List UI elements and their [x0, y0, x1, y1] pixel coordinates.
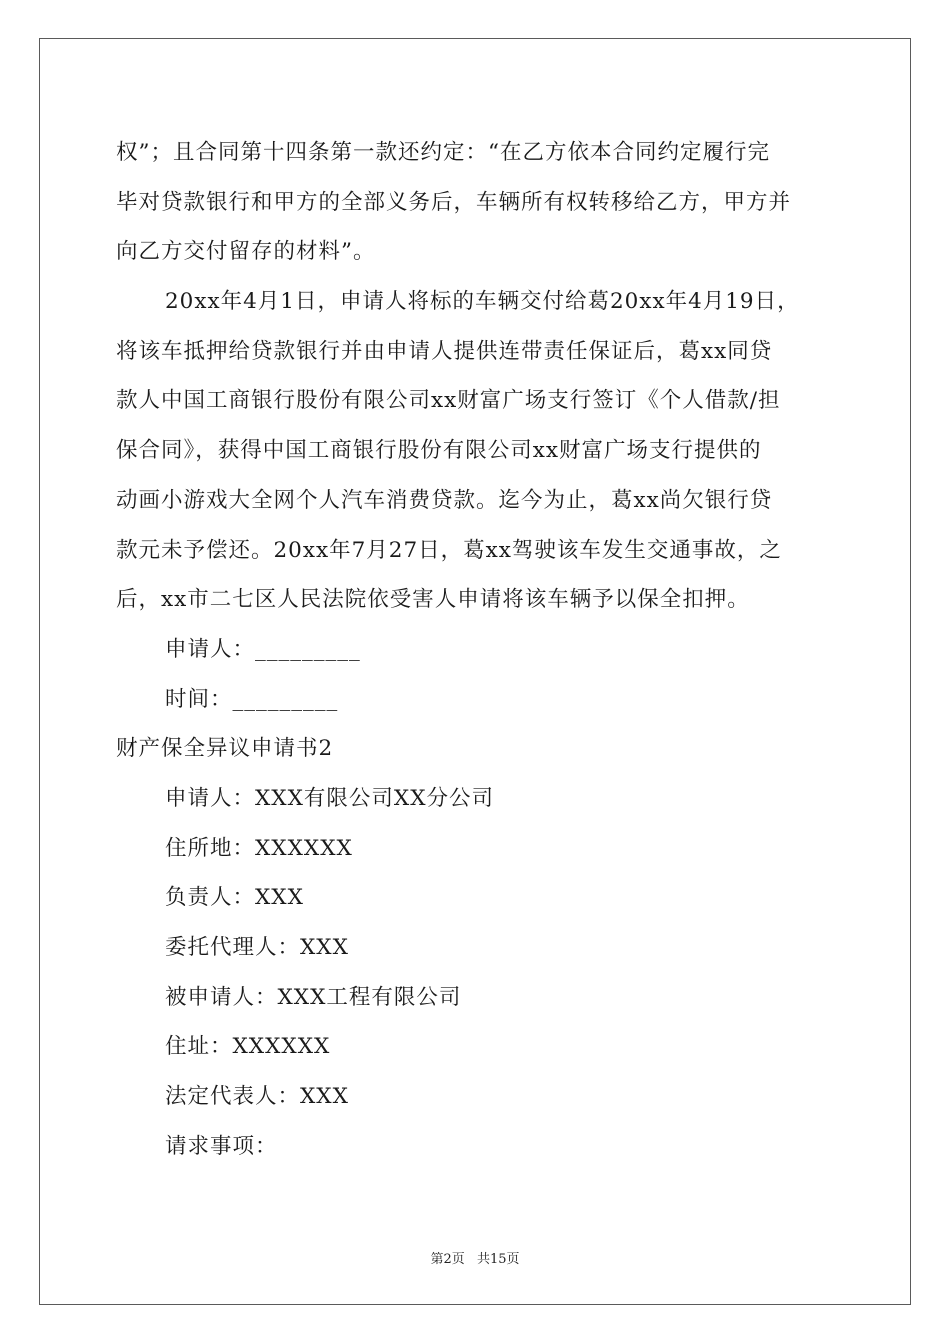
respondent-field: 被申请人：XXX工程有限公司 — [165, 984, 462, 1010]
text-line: 款人中国工商银行股份有限公司xx财富广场支行签订《个人借款/担 — [116, 388, 781, 414]
document-body — [116, 128, 836, 1171]
legal-representative-field: 法定代表人：XXX — [165, 1084, 349, 1110]
responsible-person-field: 负责人：XXX — [165, 885, 304, 911]
applicant-field: 申请人：XXX有限公司XX分公司 — [165, 785, 495, 811]
text-line: 将该车抵押给贷款银行并由申请人提供连带责任保证后，葛xx同贷 — [116, 338, 773, 364]
page-footer — [0, 1248, 950, 1267]
text-line: 后，xx市二七区人民法院依受害人申请将该车辆予以保全扣押。 — [116, 587, 750, 613]
text-line: 保合同》，获得中国工商银行股份有限公司xx财富广场支行提供的 — [116, 438, 762, 464]
applicant-signature-line: 申请人：_________ — [165, 636, 361, 662]
text-line: 权”；且合同第十四条第一款还约定：“在乙方依本合同约定履行完 — [116, 140, 770, 165]
request-items-heading: 请求事项： — [165, 1133, 278, 1159]
agent-field: 委托代理人：XXX — [165, 935, 349, 960]
text-line: 动画小游戏大全网个人汽车消费贷款。迄今为止，葛xx尚欠银行贷 — [116, 487, 773, 513]
text-line: 款元未予偿还。20xx年7月27日，葛xx驾驶该车发生交通事故，之 — [116, 537, 782, 563]
address-field: 住所地：XXXXXX — [165, 835, 353, 861]
text-line: 毕对贷款银行和甲方的全部义务后，车辆所有权转移给乙方，甲方并 — [116, 189, 792, 215]
text-line: 20xx年4月1日，申请人将标的车辆交付给葛20xx年4月19日， — [165, 289, 800, 315]
page-total: 共15页 — [476, 1252, 520, 1267]
date-signature-line: 时间：_________ — [165, 686, 339, 712]
respondent-address-field: 住址：XXXXXX — [165, 1034, 331, 1060]
section-title: 财产保全异议申请书2 — [116, 736, 334, 762]
page-number: 第2页 — [430, 1252, 465, 1267]
text-line: 向乙方交付留存的材料”。 — [116, 239, 376, 265]
